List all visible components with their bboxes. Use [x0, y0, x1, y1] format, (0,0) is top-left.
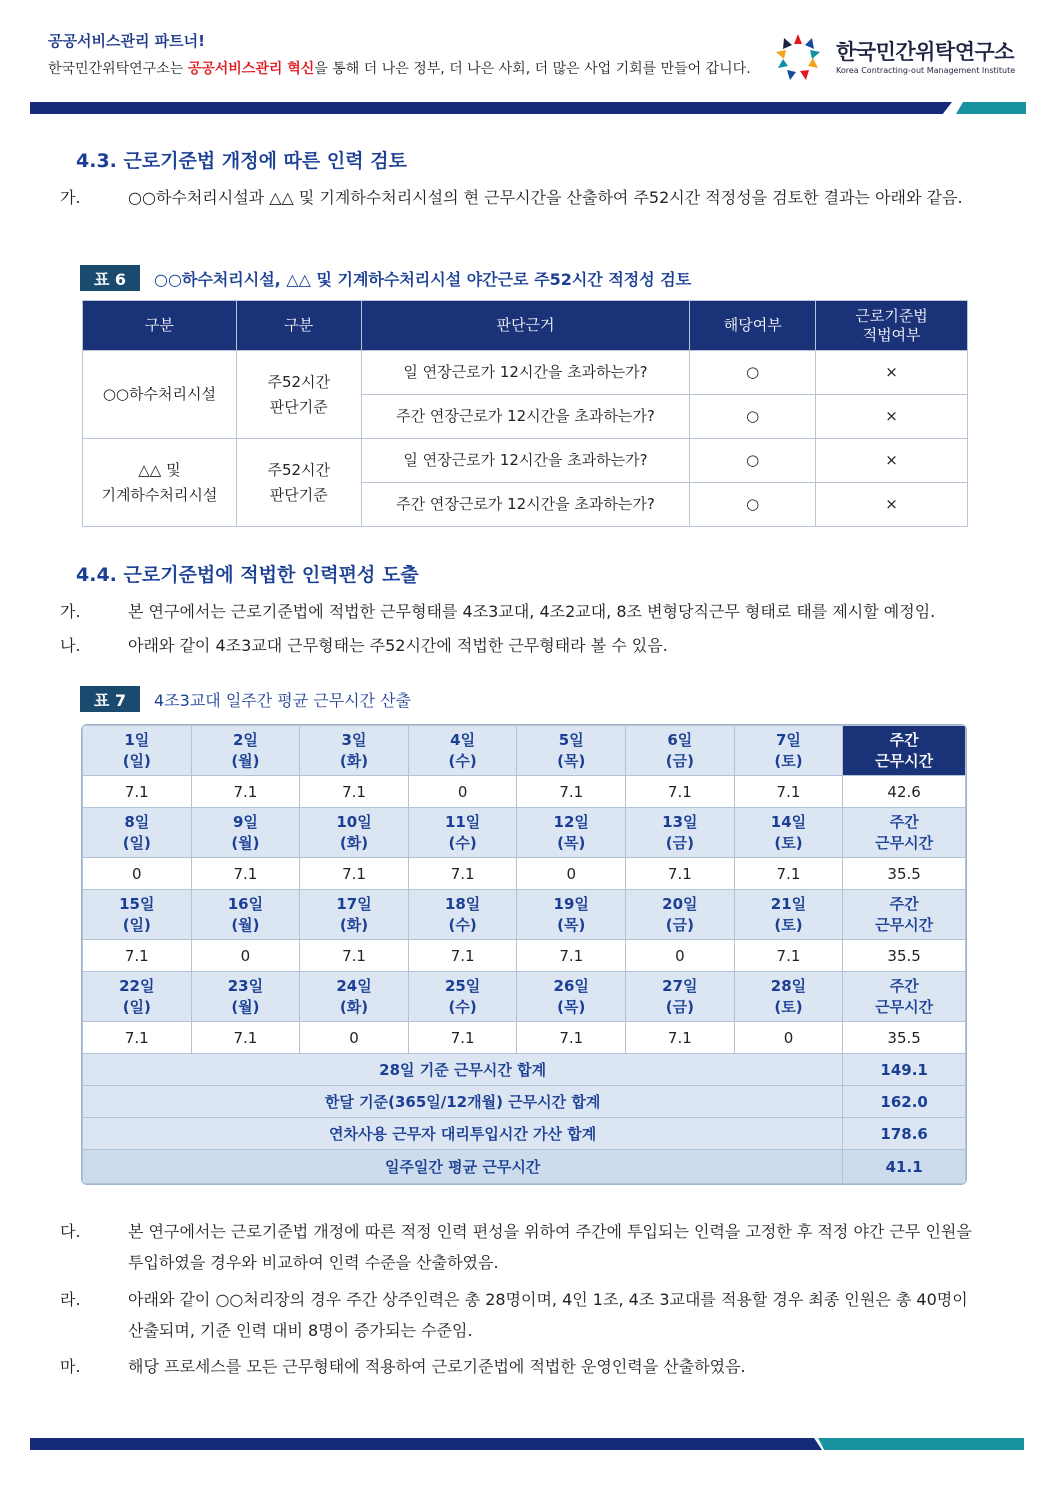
day-hours-cell: 7.1: [517, 940, 626, 972]
day-number: 17일: [336, 894, 372, 913]
day-number: 16일: [227, 894, 264, 913]
day-number: 13일: [662, 812, 698, 831]
legal-cell: ×: [816, 483, 968, 527]
applicable-cell: ○: [690, 351, 816, 395]
table6-header-cell: 구분: [83, 301, 237, 351]
day-header-cell: [626, 726, 735, 776]
day-number: 8일: [124, 812, 150, 831]
section-4-3-paragraph: [60, 182, 974, 213]
day-hours-cell: 7.1: [408, 858, 517, 890]
table7-summary-row: [83, 1054, 966, 1086]
legal-cell: ×: [816, 351, 968, 395]
header-desc-suffix: 을 통해 더 나은 정부, 더 나은 사회, 더 많은 사업 기회를 만들어 갑니다.: [314, 61, 751, 77]
section-4-3-title: 4.3. 근로기준법 개정에 따른 인력 검토: [76, 150, 407, 172]
day-hours-cell: 7.1: [300, 940, 409, 972]
day-header-cell: [191, 726, 300, 776]
day-weekday: (수): [448, 833, 477, 852]
summary-label-cell: 일주일간 평균 근무시간: [83, 1150, 843, 1184]
day-hours-cell: 0: [734, 1022, 843, 1054]
header-bar-teal: [956, 102, 1026, 114]
table6-header-cell: 판단근거: [361, 301, 690, 351]
day-weekday: (금): [665, 751, 694, 770]
day-number: 24일: [336, 976, 372, 995]
day-hours-cell: 7.1: [191, 776, 300, 808]
facility-cell: [83, 351, 237, 439]
day-hours-cell: 7.1: [734, 940, 843, 972]
paragraph-label: 가.: [60, 188, 81, 207]
day-header-cell: [626, 972, 735, 1022]
day-weekday: (화): [339, 997, 369, 1016]
day-weekday: (월): [231, 833, 260, 852]
paragraph-label: 라.: [60, 1290, 81, 1309]
paragraph-text: ○○하수처리시설과 △△ 및 기계하수처리시설의 현 근무시간을 산출하여 주52시간 적정성을 검토한 결과는 아래와 같음.: [128, 188, 963, 207]
week-total-cell: 35.5: [843, 858, 966, 890]
header-desc-prefix: 한국민간위탁연구소는: [48, 61, 188, 77]
day-number: 20일: [662, 894, 698, 913]
day-weekday: (월): [231, 997, 260, 1016]
day-weekday: (목): [557, 915, 586, 934]
day-weekday: (화): [339, 833, 369, 852]
day-header-cell: [83, 972, 192, 1022]
day-header-cell: [517, 890, 626, 940]
logo-korean-name: 한국민간위탁연구소: [836, 40, 1015, 64]
day-hours-cell: 0: [517, 858, 626, 890]
day-weekday: (수): [448, 997, 477, 1016]
day-hours-cell: 7.1: [517, 1022, 626, 1054]
day-weekday: (목): [557, 751, 586, 770]
paragraph-text: 해당 프로세스를 모든 근무형태에 적용하여 근로기준법에 적법한 운영인력을 산출하였음.: [128, 1357, 746, 1376]
criterion-cell: [236, 439, 361, 527]
header-line: 적법여부: [862, 325, 921, 344]
summary-value-cell: 162.0: [843, 1086, 966, 1118]
day-header-cell: [408, 890, 517, 940]
closing-item: [60, 1284, 974, 1346]
applicable-cell: ○: [690, 395, 816, 439]
day-number: 15일: [119, 894, 155, 913]
criterion-line: 판단기준: [269, 397, 328, 416]
week-label-line: 주간: [889, 976, 919, 995]
table7-value-row: [83, 858, 966, 890]
table7-badge: 표 7: [80, 686, 140, 712]
day-weekday: (일): [122, 915, 151, 934]
day-header-cell: [300, 808, 409, 858]
paragraph-label: 다.: [60, 1222, 81, 1241]
day-number: 2일: [232, 730, 258, 749]
day-hours-cell: 0: [626, 940, 735, 972]
closing-item: [60, 1351, 974, 1382]
day-hours-cell: 7.1: [626, 1022, 735, 1054]
day-weekday: (일): [122, 997, 151, 1016]
table6-header-cell: 해당여부: [690, 301, 816, 351]
day-number: 10일: [336, 812, 372, 831]
day-hours-cell: 7.1: [300, 776, 409, 808]
day-hours-cell: 0: [408, 776, 517, 808]
day-weekday: (일): [122, 751, 151, 770]
table-row: [83, 351, 968, 395]
table7-summary-row: [83, 1150, 966, 1184]
facility-name-line2: 기계하수처리시설: [101, 485, 218, 504]
day-weekday: (화): [339, 751, 369, 770]
week-label-line: 근무시간: [875, 751, 934, 770]
header-line: 근로기준법: [855, 306, 928, 325]
day-header-cell: [408, 972, 517, 1022]
day-number: 26일: [553, 976, 589, 995]
day-weekday: (토): [774, 915, 803, 934]
summary-value-cell: 178.6: [843, 1118, 966, 1150]
day-header-cell: [300, 890, 409, 940]
summary-value-cell: 41.1: [843, 1150, 966, 1184]
day-header-cell: [300, 726, 409, 776]
table6-caption: [80, 265, 691, 291]
week-total-header-cell: [843, 726, 966, 776]
day-weekday: (금): [665, 833, 694, 852]
day-hours-cell: 7.1: [626, 858, 735, 890]
basis-cell: 주간 연장근로가 12시간을 초과하는가?: [361, 395, 690, 439]
table7-title: 4조3교대 일주간 평균 근무시간 산출: [154, 690, 412, 710]
week-label-line: 근무시간: [875, 997, 934, 1016]
day-header-cell: [191, 808, 300, 858]
logo-english-name: Korea Contracting-out Management Institute: [836, 66, 1016, 75]
table6-badge: 표 6: [80, 265, 140, 291]
day-header-cell: [83, 808, 192, 858]
day-hours-cell: 7.1: [191, 1022, 300, 1054]
footer-bar-navy: [30, 1438, 822, 1450]
table7-day-header-row: [83, 726, 966, 776]
basis-cell: 주간 연장근로가 12시간을 초과하는가?: [361, 483, 690, 527]
day-header-cell: [734, 808, 843, 858]
week-total-header-cell: [843, 972, 966, 1022]
footer-bar-teal: [818, 1438, 1024, 1450]
day-header-cell: [83, 890, 192, 940]
day-number: 27일: [662, 976, 698, 995]
day-header-cell: [408, 726, 517, 776]
table6-header-row: [83, 301, 968, 351]
day-header-cell: [626, 890, 735, 940]
day-header-cell: [626, 808, 735, 858]
summary-label-cell: 연차사용 근무자 대리투입시간 가산 합계: [83, 1118, 843, 1150]
legal-cell: ×: [816, 439, 968, 483]
paragraph-text: 본 연구에서는 근로기준법에 적법한 근무형태를 4조3교대, 4조2교대, 8조 변형당직근무 형태로 태를 제시할 예정임.: [128, 602, 936, 621]
criterion-line: 주52시간: [267, 372, 331, 391]
day-number: 11일: [444, 812, 481, 831]
closing-item: [60, 1216, 974, 1278]
paragraph-label: 마.: [60, 1357, 81, 1376]
paragraph-text: 아래와 같이 4조3교대 근무형태는 주52시간에 적법한 근무형태라 볼 수 있음.: [128, 636, 668, 655]
table-row: [83, 439, 968, 483]
week-total-cell: 35.5: [843, 1022, 966, 1054]
criterion-line: 판단기준: [269, 485, 328, 504]
day-hours-cell: 0: [300, 1022, 409, 1054]
header-description: [48, 58, 751, 78]
table7-day-header-row: [83, 972, 966, 1022]
summary-label-cell: 한달 기준(365일/12개월) 근무시간 합계: [83, 1086, 843, 1118]
day-number: 1일: [124, 730, 150, 749]
page-header: [0, 0, 1055, 120]
day-header-cell: [408, 808, 517, 858]
paragraph-text: 아래와 같이 ○○처리장의 경우 주간 상주인력은 총 28명이며, 4인 1조, 4조 3교대를 적용할 경우 최종 인원은 총 40명이 산출되며, 기준 인력 대비 8명이 증가되는 수준임.: [128, 1290, 968, 1340]
day-weekday: (월): [231, 751, 260, 770]
day-weekday: (수): [448, 915, 477, 934]
header-desc-highlight: 공공서비스관리 혁신: [187, 61, 315, 77]
day-weekday: (목): [557, 833, 586, 852]
week-label-line: 근무시간: [875, 833, 934, 852]
facility-name: △△ 및: [138, 460, 181, 479]
header-bar-navy: [30, 102, 952, 114]
day-header-cell: [83, 726, 192, 776]
day-number: 7일: [775, 730, 801, 749]
day-number: 14일: [770, 812, 807, 831]
section-4-4-title: 4.4. 근로기준법에 적법한 인력편성 도출: [76, 564, 419, 586]
section-4-4-item: [60, 630, 974, 661]
day-hours-cell: 7.1: [191, 858, 300, 890]
table7-summary-row: [83, 1086, 966, 1118]
legal-cell: ×: [816, 395, 968, 439]
day-number: 21일: [770, 894, 807, 913]
basis-cell: 일 연장근로가 12시간을 초과하는가?: [361, 351, 690, 395]
day-weekday: (일): [122, 833, 151, 852]
day-hours-cell: 7.1: [408, 940, 517, 972]
day-weekday: (월): [231, 915, 260, 934]
table7-summary-row: [83, 1118, 966, 1150]
day-hours-cell: 7.1: [83, 1022, 192, 1054]
institute-logo: [772, 32, 1022, 84]
day-header-cell: [191, 972, 300, 1022]
day-hours-cell: 7.1: [734, 858, 843, 890]
applicable-cell: ○: [690, 483, 816, 527]
summary-label-cell: 28일 기준 근무시간 합계: [83, 1054, 843, 1086]
week-total-header-cell: [843, 890, 966, 940]
table7-value-row: [83, 1022, 966, 1054]
table7: [82, 725, 966, 1184]
day-number: 18일: [444, 894, 481, 913]
paragraph-label: 가.: [60, 602, 81, 621]
week-label-line: 주간: [889, 812, 919, 831]
day-hours-cell: 7.1: [408, 1022, 517, 1054]
table7-value-row: [83, 776, 966, 808]
paragraph-text: 본 연구에서는 근로기준법 개정에 따른 적정 인력 편성을 위하여 주간에 투입되는 인력을 고정한 후 적정 야간 근무 인원을 투입하였을 경우와 비교하여 인력 수준을 산출하였음.: [128, 1222, 972, 1272]
day-hours-cell: 7.1: [300, 858, 409, 890]
day-hours-cell: 7.1: [83, 940, 192, 972]
table7-value-row: [83, 940, 966, 972]
logo-mark-icon: [772, 32, 824, 84]
day-number: 23일: [227, 976, 264, 995]
day-header-cell: [734, 726, 843, 776]
table6-header-cell: [816, 301, 968, 351]
week-label-line: 주간: [889, 730, 919, 749]
week-label-line: 근무시간: [875, 915, 934, 934]
day-header-cell: [517, 726, 626, 776]
applicable-cell: ○: [690, 439, 816, 483]
facility-cell: [83, 439, 237, 527]
day-number: 6일: [667, 730, 693, 749]
day-number: 19일: [553, 894, 589, 913]
day-number: 22일: [119, 976, 155, 995]
day-hours-cell: 7.1: [734, 776, 843, 808]
basis-cell: 일 연장근로가 12시간을 초과하는가?: [361, 439, 690, 483]
day-number: 9일: [232, 812, 258, 831]
criterion-line: 주52시간: [267, 460, 331, 479]
day-number: 4일: [450, 730, 476, 749]
day-weekday: (수): [448, 751, 477, 770]
day-header-cell: [300, 972, 409, 1022]
day-number: 25일: [444, 976, 481, 995]
week-total-cell: 35.5: [843, 940, 966, 972]
day-header-cell: [517, 808, 626, 858]
day-weekday: (화): [339, 915, 369, 934]
table6-header-cell: 구분: [236, 301, 361, 351]
day-number: 12일: [553, 812, 589, 831]
day-hours-cell: 0: [83, 858, 192, 890]
header-title: 공공서비스관리 파트너!: [48, 32, 205, 50]
table7-caption: [80, 686, 411, 712]
criterion-cell: [236, 351, 361, 439]
summary-value-cell: 149.1: [843, 1054, 966, 1086]
day-weekday: (금): [665, 997, 694, 1016]
week-total-header-cell: [843, 808, 966, 858]
day-header-cell: [734, 890, 843, 940]
day-weekday: (토): [774, 833, 803, 852]
day-number: 5일: [558, 730, 584, 749]
table7-frame: [81, 724, 967, 1185]
day-hours-cell: 7.1: [626, 776, 735, 808]
facility-name: ○○하수처리시설: [102, 385, 216, 403]
day-header-cell: [517, 972, 626, 1022]
week-label-line: 주간: [889, 894, 919, 913]
day-header-cell: [191, 890, 300, 940]
paragraph-label: 나.: [60, 636, 81, 655]
day-number: 3일: [341, 730, 367, 749]
day-header-cell: [734, 972, 843, 1022]
day-hours-cell: 7.1: [517, 776, 626, 808]
table7-day-header-row: [83, 890, 966, 940]
day-weekday: (금): [665, 915, 694, 934]
day-weekday: (목): [557, 997, 586, 1016]
section-4-4-item: [60, 596, 974, 627]
day-number: 28일: [770, 976, 807, 995]
table6: [82, 300, 968, 527]
day-hours-cell: 7.1: [83, 776, 192, 808]
table7-day-header-row: [83, 808, 966, 858]
day-weekday: (토): [774, 751, 803, 770]
day-hours-cell: 0: [191, 940, 300, 972]
week-total-cell: 42.6: [843, 776, 966, 808]
table6-title: ○○하수처리시설, △△ 및 기계하수처리시설 야간근로 주52시간 적정성 검토: [154, 269, 692, 289]
day-weekday: (토): [774, 997, 803, 1016]
